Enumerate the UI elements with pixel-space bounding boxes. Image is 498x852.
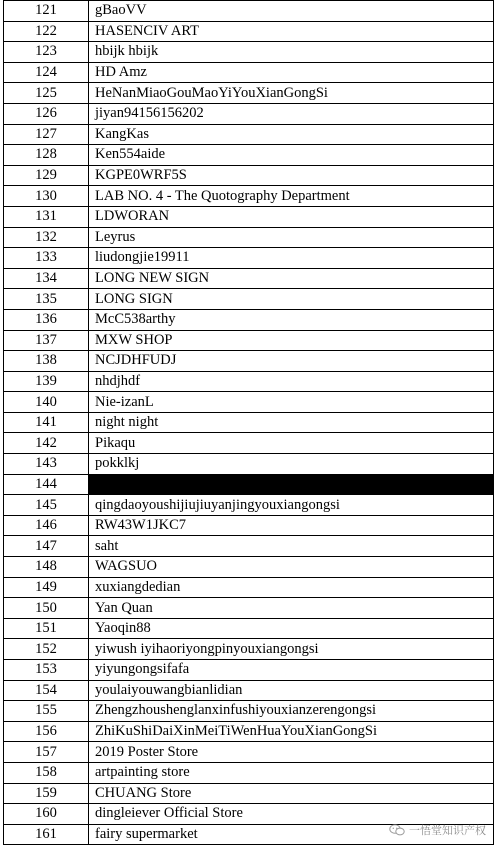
row-number: 129 xyxy=(4,165,89,186)
store-name: HD Amz xyxy=(89,62,494,83)
store-name: qingdaoyoushijiujiuyanjingyouxiangongsi xyxy=(89,495,494,516)
row-number: 124 xyxy=(4,62,89,83)
table-row xyxy=(4,309,494,330)
row-number: 157 xyxy=(4,742,89,763)
row-number: 121 xyxy=(4,1,89,22)
table-body xyxy=(4,1,494,845)
store-name: artpainting store xyxy=(89,762,494,783)
row-number: 149 xyxy=(4,577,89,598)
table-row xyxy=(4,701,494,722)
row-number: 125 xyxy=(4,83,89,104)
row-number: 132 xyxy=(4,227,89,248)
table-row xyxy=(4,62,494,83)
store-name: saht xyxy=(89,536,494,557)
table-row xyxy=(4,721,494,742)
store-name: pokklkj xyxy=(89,454,494,475)
table-row xyxy=(4,165,494,186)
table-row xyxy=(4,515,494,536)
table-row xyxy=(4,227,494,248)
row-number: 123 xyxy=(4,42,89,63)
table-row xyxy=(4,454,494,475)
row-number: 140 xyxy=(4,392,89,413)
table-row xyxy=(4,392,494,413)
store-name: ZhiKuShiDaiXinMeiTiWenHuaYouXianGongSi xyxy=(89,721,494,742)
store-name: MXW SHOP xyxy=(89,330,494,351)
table-row xyxy=(4,42,494,63)
store-name: HASENCIV ART xyxy=(89,21,494,42)
store-name: Nie-izanL xyxy=(89,392,494,413)
store-name: LONG SIGN xyxy=(89,289,494,310)
store-name: Yan Quan xyxy=(89,598,494,619)
store-name: HeNanMiaoGouMaoYiYouXianGongSi xyxy=(89,83,494,104)
table-row xyxy=(4,145,494,166)
table-row xyxy=(4,330,494,351)
table-row xyxy=(4,783,494,804)
row-number: 147 xyxy=(4,536,89,557)
store-name: hbijk hbijk xyxy=(89,42,494,63)
store-name: Ken554aide xyxy=(89,145,494,166)
row-number: 127 xyxy=(4,124,89,145)
table-row xyxy=(4,268,494,289)
row-number: 136 xyxy=(4,309,89,330)
table-row xyxy=(4,577,494,598)
store-name: nhdjhdf xyxy=(89,371,494,392)
row-number: 150 xyxy=(4,598,89,619)
table-row xyxy=(4,371,494,392)
table-row xyxy=(4,248,494,269)
watermark xyxy=(389,822,486,838)
store-name: LDWORAN xyxy=(89,206,494,227)
store-name: night night xyxy=(89,412,494,433)
table-row xyxy=(4,495,494,516)
row-number: 161 xyxy=(4,824,89,845)
row-number: 122 xyxy=(4,21,89,42)
table-row xyxy=(4,598,494,619)
row-number: 159 xyxy=(4,783,89,804)
document-page xyxy=(3,0,494,845)
table-row xyxy=(4,680,494,701)
table-row xyxy=(4,186,494,207)
table-row xyxy=(4,206,494,227)
table-row xyxy=(4,618,494,639)
row-number: 135 xyxy=(4,289,89,310)
store-name: yiwush iyihaoriyongpinyouxiangongsi xyxy=(89,639,494,660)
store-name: Yaoqin88 xyxy=(89,618,494,639)
table-row xyxy=(4,639,494,660)
store-name: CHUANG Store xyxy=(89,783,494,804)
row-number: 156 xyxy=(4,721,89,742)
row-number: 139 xyxy=(4,371,89,392)
row-number: 130 xyxy=(4,186,89,207)
row-number: 158 xyxy=(4,762,89,783)
table-row xyxy=(4,557,494,578)
store-name: liudongjie19911 xyxy=(89,248,494,269)
row-number: 148 xyxy=(4,557,89,578)
store-name: xuxiangdedian xyxy=(89,577,494,598)
store-name: dingleiever Official Store xyxy=(89,804,494,825)
store-name: jiyan94156156202 xyxy=(89,103,494,124)
store-name: KangKas xyxy=(89,124,494,145)
redacted-cell xyxy=(89,474,494,495)
store-name: yiyungongsifafa xyxy=(89,660,494,681)
row-number: 143 xyxy=(4,454,89,475)
row-number: 145 xyxy=(4,495,89,516)
row-number: 151 xyxy=(4,618,89,639)
store-name: NCJDHFUDJ xyxy=(89,351,494,372)
store-list-table xyxy=(3,0,494,845)
row-number: 141 xyxy=(4,412,89,433)
store-name: WAGSUO xyxy=(89,557,494,578)
row-number: 126 xyxy=(4,103,89,124)
row-number: 138 xyxy=(4,351,89,372)
store-name: McC538arthy xyxy=(89,309,494,330)
table-row xyxy=(4,742,494,763)
row-number: 131 xyxy=(4,206,89,227)
store-name: LONG NEW SIGN xyxy=(89,268,494,289)
store-name: 2019 Poster Store xyxy=(89,742,494,763)
table-row xyxy=(4,762,494,783)
store-name: Pikaqu xyxy=(89,433,494,454)
table-row xyxy=(4,351,494,372)
table-row xyxy=(4,289,494,310)
table-row xyxy=(4,474,494,495)
store-name: KGPE0WRF5S xyxy=(89,165,494,186)
store-name: RW43W1JKC7 xyxy=(89,515,494,536)
row-number: 133 xyxy=(4,248,89,269)
table-row xyxy=(4,21,494,42)
table-row xyxy=(4,1,494,22)
store-name: gBaoVV xyxy=(89,1,494,22)
row-number: 160 xyxy=(4,804,89,825)
wechat-icon xyxy=(389,824,405,836)
row-number: 128 xyxy=(4,145,89,166)
row-number: 144 xyxy=(4,474,89,495)
store-name: fairy supermarket xyxy=(89,824,494,845)
store-name: LAB NO. 4 - The Quotography Department xyxy=(89,186,494,207)
row-number: 155 xyxy=(4,701,89,722)
store-name: youlaiyouwangbianlidian xyxy=(89,680,494,701)
table-row xyxy=(4,433,494,454)
store-name: Zhengzhoushenglanxinfushiyouxianzerengongsi xyxy=(89,701,494,722)
row-number: 153 xyxy=(4,660,89,681)
store-name: Leyrus xyxy=(89,227,494,248)
table-row xyxy=(4,124,494,145)
row-number: 142 xyxy=(4,433,89,454)
table-row xyxy=(4,536,494,557)
table-row xyxy=(4,660,494,681)
row-number: 134 xyxy=(4,268,89,289)
row-number: 154 xyxy=(4,680,89,701)
row-number: 137 xyxy=(4,330,89,351)
table-row xyxy=(4,103,494,124)
row-number: 152 xyxy=(4,639,89,660)
table-row xyxy=(4,83,494,104)
watermark-text: 一悟堂知识产权 xyxy=(409,824,486,837)
row-number: 146 xyxy=(4,515,89,536)
table-row xyxy=(4,412,494,433)
